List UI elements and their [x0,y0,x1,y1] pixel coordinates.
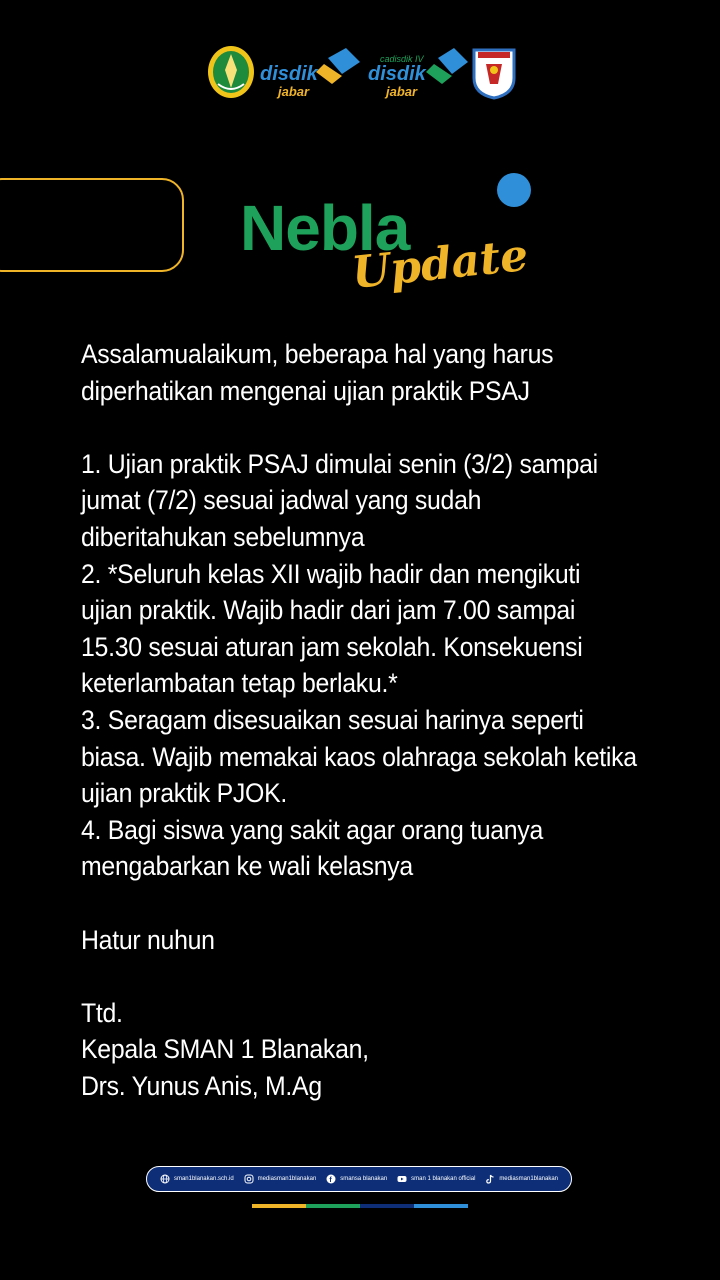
announcement-body [81,336,679,1104]
footer-color-stripes [252,1204,468,1208]
stripe-blue [414,1204,468,1208]
logo2-bottom-text: jabar [278,84,310,99]
nebla-update-brand [240,170,540,300]
footer-facebook-text: smansa blanakan [340,1176,388,1182]
svg-text:f: f [329,1177,332,1184]
stripe-yellow [252,1204,306,1208]
stripe-green [306,1204,360,1208]
footer-instagram-text: mediasman1blanakan [257,1176,317,1182]
school-crest-logo [472,44,516,100]
decorative-outline-box [0,178,184,272]
greeting-text: Assalamualaikum, beberapa hal yang harus diperhatikan mengenai ujian praktik PSAJ [81,339,554,406]
footer-website[interactable] [160,1174,234,1184]
footer-tiktok-text: mediasman1blanakan [499,1176,559,1182]
list-item-2: 2. *Seluruh kelas XII wajib hadir dan mengikuti ujian praktik. Wajib hadir dari jam 7.00 sampai 15.30 sesuai aturan jam sekolah. Konsekuensi keterlambatan tetap berlaku.* [81,558,583,699]
social-footer-bar [146,1166,572,1192]
footer-instagram[interactable] [244,1174,317,1184]
disdik-jabar-logo [258,44,362,100]
brand-dot [497,173,531,207]
logo3-small-text: cadisdik IV [380,54,424,64]
signature-label: Ttd. [81,997,123,1028]
footer-tiktok[interactable] [485,1174,558,1184]
youtube-icon [397,1174,407,1184]
jabar-crest-logo [206,44,256,100]
tiktok-icon [485,1174,495,1184]
brand-title: Nebla [240,192,410,264]
list-item-4: 4. Bagi siswa yang sakit agar orang tuanya mengabarkan ke wali kelasnya [81,814,544,882]
logo3-top-text: disdik [368,63,426,85]
footer-youtube-text: sman 1 blanakan official [411,1176,476,1182]
footer-youtube[interactable] [397,1174,475,1184]
brand-subtitle: Update [349,229,531,299]
footer-website-text: sman1blanakan.sch.id [173,1176,234,1182]
cadisdik-logo [366,44,470,100]
instagram-icon [244,1174,254,1184]
logo2-top-text: disdik [260,63,318,85]
signature-title: Kepala SMAN 1 Blanakan, [81,1034,369,1065]
footer-facebook[interactable] [326,1174,387,1184]
facebook-icon [326,1174,336,1184]
header-logos [0,44,720,102]
list-item-3: 3. Seragam disesuaikan sesuai harinya seperti biasa. Wajib memakai kaos olahraga sekolah ketika ujian praktik PJOK. [81,704,637,809]
list-item-1: 1. Ujian praktik PSAJ dimulai senin (3/2) sampai jumat (7/2) sesuai jadwal yang sudah diberitahukan sebelumnya [81,448,598,552]
stripe-navy [360,1204,414,1208]
signature-name: Drs. Yunus Anis, M.Ag [81,1070,322,1101]
closing-text: Hatur nuhun [81,924,215,955]
globe-icon [160,1174,170,1184]
logo3-bottom-text: jabar [386,84,418,99]
